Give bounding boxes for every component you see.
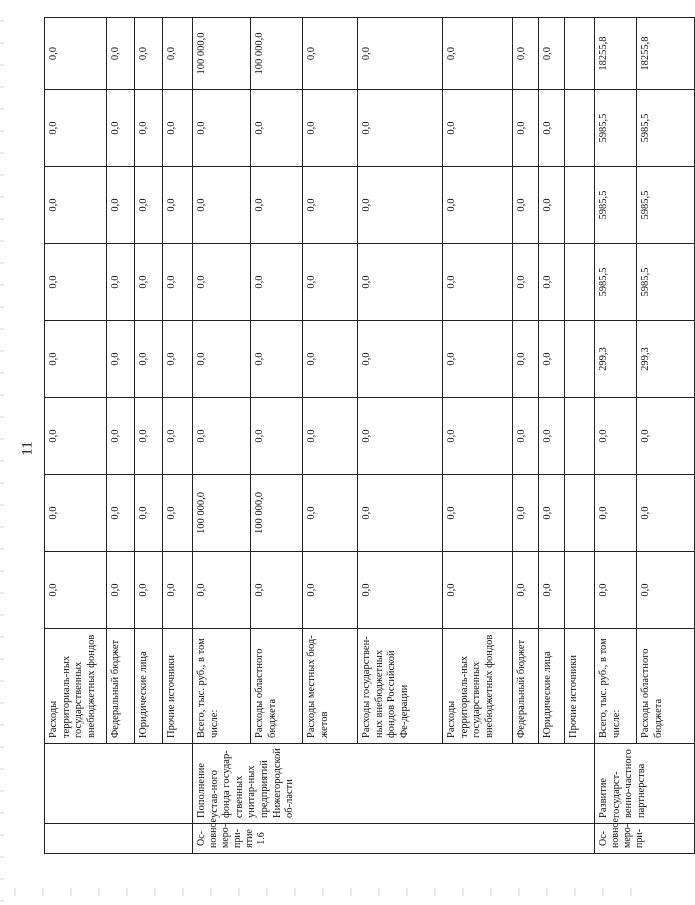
value-cell: 0,0 — [107, 552, 135, 629]
value-cell: 0,0 — [135, 552, 163, 629]
value-cell: 0,0 — [193, 552, 251, 629]
value-cell: 0,0 — [513, 90, 539, 167]
value-cell: 0,0 — [135, 398, 163, 475]
value-cell: 0,0 — [163, 244, 193, 321]
value-cell: 5985,5 — [595, 90, 637, 167]
value-cell: 0,0 — [163, 398, 193, 475]
value-cell: 0,0 — [193, 90, 251, 167]
value-cell: 0,0 — [539, 244, 565, 321]
funding-source-cell: Расходы местных бюд-жетов — [303, 629, 358, 744]
funding-source-cell: Расходы областного бюджета — [637, 629, 695, 744]
table-row — [303, 18, 358, 854]
value-cell: 0,0 — [193, 167, 251, 244]
value-cell: 0,0 — [163, 475, 193, 552]
value-cell: 0,0 — [163, 90, 193, 167]
table-row — [251, 18, 303, 854]
value-cell: 0,0 — [135, 321, 163, 398]
funding-source-cell: Расходы областного бюджета — [251, 629, 303, 744]
value-cell: 0,0 — [595, 475, 637, 552]
value-cell: 0,0 — [107, 90, 135, 167]
value-cell: 5985,5 — [595, 167, 637, 244]
table-row — [595, 18, 637, 854]
value-cell: 0,0 — [303, 552, 358, 629]
value-cell: 0,0 — [358, 244, 443, 321]
table-row — [135, 18, 163, 854]
value-cell: 0,0 — [539, 552, 565, 629]
value-cell: 0,0 — [163, 167, 193, 244]
value-cell: 100 000,0 — [251, 18, 303, 90]
value-cell: 0,0 — [539, 398, 565, 475]
value-cell: 5985,5 — [637, 90, 695, 167]
value-cell: 0,0 — [539, 167, 565, 244]
value-cell: 0,0 — [303, 244, 358, 321]
value-cell: 0,0 — [251, 552, 303, 629]
value-cell: 0,0 — [443, 552, 513, 629]
value-cell: 0,0 — [358, 398, 443, 475]
measure-type-cell: Ос-новное меро-при-ятие 1.6 — [193, 824, 595, 854]
table-row — [107, 18, 135, 854]
value-cell — [565, 475, 595, 552]
value-cell: 0,0 — [107, 244, 135, 321]
measure-name-cell: Развитие государст-венно-частного партнерства — [595, 744, 695, 824]
funding-source-cell: Расходы территориаль-ных государственных внебюджетных фондов — [443, 629, 513, 744]
funding-source-cell: Юридические лица — [135, 629, 163, 744]
value-cell: 0,0 — [539, 18, 565, 90]
funding-source-cell: Расходы государствен-ных внебюджетных фондов Российской Фе-дерации — [358, 629, 443, 744]
table-row — [565, 18, 595, 854]
table-row — [513, 18, 539, 854]
value-cell: 0,0 — [539, 90, 565, 167]
measure-type-cell — [45, 824, 193, 854]
value-cell: 0,0 — [45, 244, 107, 321]
value-cell: 0,0 — [135, 475, 163, 552]
value-cell: 0,0 — [45, 321, 107, 398]
value-cell: 0,0 — [251, 398, 303, 475]
value-cell: 0,0 — [443, 90, 513, 167]
value-cell: 0,0 — [107, 167, 135, 244]
value-cell: 0,0 — [513, 244, 539, 321]
table-row — [45, 18, 107, 854]
value-cell — [565, 552, 595, 629]
value-cell: 0,0 — [443, 167, 513, 244]
table-row — [193, 18, 251, 854]
value-cell: 0,0 — [45, 475, 107, 552]
value-cell: 5985,5 — [595, 244, 637, 321]
value-cell: 0,0 — [45, 167, 107, 244]
table-body — [45, 18, 695, 854]
value-cell — [565, 398, 595, 475]
value-cell: 0,0 — [163, 18, 193, 90]
value-cell: 0,0 — [45, 398, 107, 475]
value-cell: 0,0 — [45, 90, 107, 167]
value-cell: 0,0 — [358, 552, 443, 629]
value-cell: 0,0 — [358, 90, 443, 167]
value-cell: 0,0 — [358, 18, 443, 90]
value-cell — [565, 244, 595, 321]
value-cell: 0,0 — [107, 321, 135, 398]
value-cell: 0,0 — [513, 398, 539, 475]
funding-source-cell: Прочие источники — [163, 629, 193, 744]
value-cell: 0,0 — [443, 475, 513, 552]
page-number: 11 — [19, 441, 36, 456]
value-cell: 0,0 — [107, 18, 135, 90]
value-cell: 5985,5 — [637, 244, 695, 321]
value-cell: 18255,8 — [637, 18, 695, 90]
measure-name-cell: Пополнение устав-ного фонда государ-ственных унитар-ных предприятий Нижегородской об-ласти — [193, 744, 595, 824]
value-cell: 0,0 — [303, 18, 358, 90]
value-cell: 0,0 — [303, 398, 358, 475]
value-cell: 0,0 — [135, 244, 163, 321]
value-cell: 0,0 — [513, 475, 539, 552]
value-cell: 0,0 — [358, 167, 443, 244]
measure-type-cell: Ос-новное меро-при- — [595, 824, 695, 854]
value-cell: 0,0 — [193, 321, 251, 398]
value-cell: 100 000,0 — [251, 475, 303, 552]
value-cell: 0,0 — [358, 475, 443, 552]
value-cell: 0,0 — [107, 398, 135, 475]
scan-edge-bottom — [0, 888, 640, 896]
value-cell: 0,0 — [595, 398, 637, 475]
value-cell: 0,0 — [303, 167, 358, 244]
rotated-table-container — [44, 18, 664, 854]
funding-source-cell: Федеральный бюджет — [513, 629, 539, 744]
value-cell: 299,3 — [595, 321, 637, 398]
value-cell: 0,0 — [135, 90, 163, 167]
value-cell: 0,0 — [443, 18, 513, 90]
value-cell: 0,0 — [637, 398, 695, 475]
value-cell: 0,0 — [539, 321, 565, 398]
value-cell: 0,0 — [539, 475, 565, 552]
value-cell: 0,0 — [637, 552, 695, 629]
table-row — [358, 18, 443, 854]
value-cell: 0,0 — [135, 167, 163, 244]
funding-source-cell: Всего, тыс. руб., в том числе: — [595, 629, 637, 744]
table-row — [539, 18, 565, 854]
measure-name-cell — [45, 744, 193, 824]
value-cell: 0,0 — [303, 90, 358, 167]
value-cell — [565, 90, 595, 167]
value-cell: 5985,5 — [637, 167, 695, 244]
budget-table — [44, 17, 695, 854]
value-cell: 0,0 — [45, 18, 107, 90]
funding-source-cell: Расходы территориаль-ных государственных внебюджетных фондов — [45, 629, 107, 744]
value-cell: 0,0 — [135, 18, 163, 90]
value-cell: 100 000,0 — [193, 475, 251, 552]
value-cell: 0,0 — [45, 552, 107, 629]
table-row — [443, 18, 513, 854]
funding-source-cell: Всего, тыс. руб., в том числе: — [193, 629, 251, 744]
value-cell: 0,0 — [163, 552, 193, 629]
value-cell: 100 000,0 — [193, 18, 251, 90]
value-cell: 0,0 — [513, 167, 539, 244]
value-cell: 0,0 — [193, 398, 251, 475]
value-cell — [565, 18, 595, 90]
value-cell: 0,0 — [193, 244, 251, 321]
value-cell: 0,0 — [513, 321, 539, 398]
value-cell: 0,0 — [513, 18, 539, 90]
value-cell: 299,3 — [637, 321, 695, 398]
value-cell: 0,0 — [513, 552, 539, 629]
value-cell: 0,0 — [303, 475, 358, 552]
funding-source-cell: Федеральный бюджет — [107, 629, 135, 744]
value-cell — [565, 167, 595, 244]
table-row — [163, 18, 193, 854]
value-cell: 0,0 — [443, 244, 513, 321]
value-cell: 0,0 — [595, 552, 637, 629]
value-cell: 0,0 — [251, 167, 303, 244]
value-cell: 18255,8 — [595, 18, 637, 90]
value-cell: 0,0 — [251, 321, 303, 398]
table-row — [637, 18, 695, 854]
funding-source-cell: Прочие источники — [565, 629, 595, 744]
value-cell: 0,0 — [637, 475, 695, 552]
funding-source-cell: Юридические лица — [539, 629, 565, 744]
value-cell — [565, 321, 595, 398]
value-cell: 0,0 — [358, 321, 443, 398]
value-cell: 0,0 — [251, 244, 303, 321]
value-cell: 0,0 — [303, 321, 358, 398]
value-cell: 0,0 — [443, 398, 513, 475]
value-cell: 0,0 — [107, 475, 135, 552]
scan-edge-left — [0, 0, 4, 905]
value-cell: 0,0 — [443, 321, 513, 398]
value-cell: 0,0 — [251, 90, 303, 167]
value-cell: 0,0 — [163, 321, 193, 398]
